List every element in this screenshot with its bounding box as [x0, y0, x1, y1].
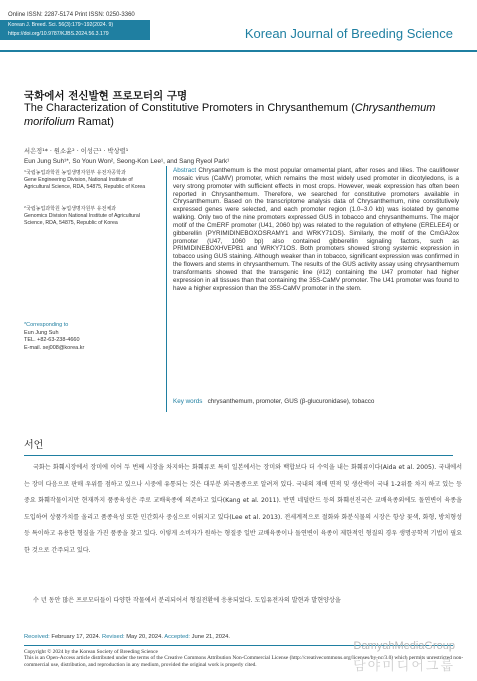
intro-paragraph-2: 수 년 동안 많은 프로모터들이 다양한 작물에서 분리되어서 형질전환에 응용되었다. 도입유전자의 발현과 발현양상을 — [33, 597, 341, 604]
abstract-label: Abstract — [173, 167, 197, 174]
corresponding-tel: TEL. +82-63-238-4660 — [24, 337, 80, 343]
title-en-species: Chrysanthemum morifolium — [24, 102, 436, 128]
journal-header-info — [0, 0, 150, 40]
affiliation-2 — [24, 206, 150, 226]
keywords-label: Key words — [173, 398, 203, 405]
affiliation-1 — [24, 170, 150, 190]
authors-english: Eun Jung Suh¹*, So Youn Won², Seong-Kon Lee¹, and Sang Ryeol Park¹ — [24, 158, 230, 165]
doi-link[interactable]: https://doi.org/10.9787/KJBS.2024.56.3.179 — [8, 31, 109, 37]
affiliation-1-en: Gene Engineering Division, National Institute of Agricultural Science, RDA, 54875, Republic of Korea — [24, 176, 146, 190]
corresponding-name: Eun Jung Suh — [24, 329, 59, 336]
affiliation-2-en: Genomics Division National Institute of Agricultural Science, RDA, 54875, Republic of Korea — [24, 212, 140, 226]
title-english — [24, 101, 464, 129]
article-dates — [24, 634, 230, 640]
keywords-text: chrysanthemum, promoter, GUS (β-glucuronidase), tobacco — [207, 398, 375, 405]
copyright-line: Copyright © 2024 by the Korean Society of Breeding Science — [24, 649, 158, 655]
corresponding-email[interactable]: E-mail. sej008@korea.kr — [24, 344, 85, 351]
watermark-english: DamyahMediaGroup — [353, 640, 455, 652]
journal-name: Korean Journal of Breeding Science — [244, 26, 453, 41]
watermark-korean: 담야미디어그룹 — [353, 659, 455, 674]
section-divider — [24, 455, 453, 456]
intro-paragraph-1: 국화는 화훼시장에서 장미에 이어 두 번째 시장을 차지하는 화훼류로 특히 일본에서는 장미와 백합보다 더 수익을 내는 화훼류이다(Aida et al. 2005). 국내에서는 장미 다음으로 판매 우위를 점하고 있으나 시중에 유통되는 것은 대부분 외국품종으로 알려져 있다. 국내의 재배 면적 및 생산액이 국내 1-2위를 차지 하고 있는 등 중요 화훼작물이지만 현재까지 품종육성은 주로 교배육종에 의존하고 있다(Kang et al. 2011). 반면 네덜란드 등의 화훼선진국은 교배육종외에도 돌연변이 육종을 도입하여 상품가치를 올리고 품종육성 또한 민간회사 중심으로 이뤄지고 있다(Lee et al. 2013). 전세계적으로 절화와 화분식물의 시장은 항상 꽃색, 화형, 방치형성 등 특이하고 유용한 형질을 가진 품종을 찾고 있다. 이렇게 소비자가 원하는 형질중 일반 교배육종이나 돌연변이 육종이 제한적인 형질의 경우 생명공학적 기법이 필요한 것으로 간주되고 있다. — [24, 464, 462, 554]
citation-line: Korean J. Breed. Sci. 56(3):179~192(2024. 9) — [8, 22, 114, 28]
title-en-prefix: The Characterization of Constitutive Promoters in Chrysanthemum ( — [24, 102, 355, 114]
accepted-label: Accepted: — [164, 634, 191, 640]
authors-korean: 서은정¹* · 원소윤² · 이성근¹ · 박상렬¹ — [24, 148, 129, 155]
received-date: February 17, 2024. — [51, 634, 101, 640]
title-korean: 국화에서 전신발현 프로모터의 구명 — [24, 90, 188, 102]
revised-label: Revised: — [102, 634, 125, 640]
corresponding-heading: *Corresponding to — [24, 322, 69, 328]
affiliation-1-kr: ¹국립농업과학원 농업생명자원부 유전자공학과 — [24, 170, 126, 176]
affiliation-2-kr: ²국립농업과학원 농업생명자원부 유전체과 — [24, 206, 117, 212]
abstract-text: Chrysanthemum is the most popular ornamental plant, after roses and lilies. The cauliflower mosaic virus (CaMV) promoter, which remains the most widely used promoter in dicotyledons, is a very strong promoter with sufficient effects in most crops. However, weak expression has often been reported in Chrysanthemum. Therefore, we searched for constitutive promoters available in Chrysanthemum. Based on the transcriptome analysis data of Chrysanthemum, nine constitutively expressed genes were selected, and each promoter region (1.0–3.0 kb) was isolated by genome walking. Only two of the nine promoters expressed GUS in tobacco and chrysanthemums. The major motif of the CmERF promoter (U41, 2060 bp) was related to the regulation of ethylene (ERELEE4) or gibberellin (PYRIMIDINEBOXOSRAMY1 and WRKY71OS). Similarly, the motif of the CmGA2ox promoter (U47, 1060 bp) also contained gibberellin signaling factors, such as PRIMIDINEBOXHVEPB1 and WRKY71OS. Both promoters showed strong systemic expression in tobacco using GUS staining. Although weaker than in tobacco, significant expression was confirmed in the flowers and stems in chrysanthemum. The results of the GUS activity assay using chrysanthemum transformants showed that the transgenic line (#12) containing the U47 promoter had higher expression in all tissues than that containing the 35S-CaMV promoter. The U41 promoter was found to have a higher expression than the 35S-CaMV promoter in the stem. — [173, 167, 460, 292]
header-divider — [0, 50, 477, 52]
title-en-suffix: Ramat) — [74, 116, 114, 128]
corresponding-author — [24, 322, 150, 352]
citation-band — [0, 20, 150, 40]
revised-date: May 20, 2024. — [126, 634, 163, 640]
license-text: This is an Open-Access article distributed under the terms of the Creative Commons Attribution Non-Commercial License (http://creativecommons.org/licenses/by-nc/3.0) which permits unrestricted non-commercial use, distribution, and reproduction in any medium, provided the original work is properly cited. — [24, 655, 464, 668]
abstract — [173, 167, 459, 293]
keywords — [173, 398, 459, 405]
accepted-date: June 21, 2024. — [191, 634, 231, 640]
section-heading-intro: 서언 — [24, 440, 44, 451]
received-label: Received: — [24, 634, 50, 640]
issn-line: Online ISSN: 2287-5174 Print ISSN: 0250-3360 — [8, 12, 135, 18]
abstract-rule — [166, 166, 167, 412]
